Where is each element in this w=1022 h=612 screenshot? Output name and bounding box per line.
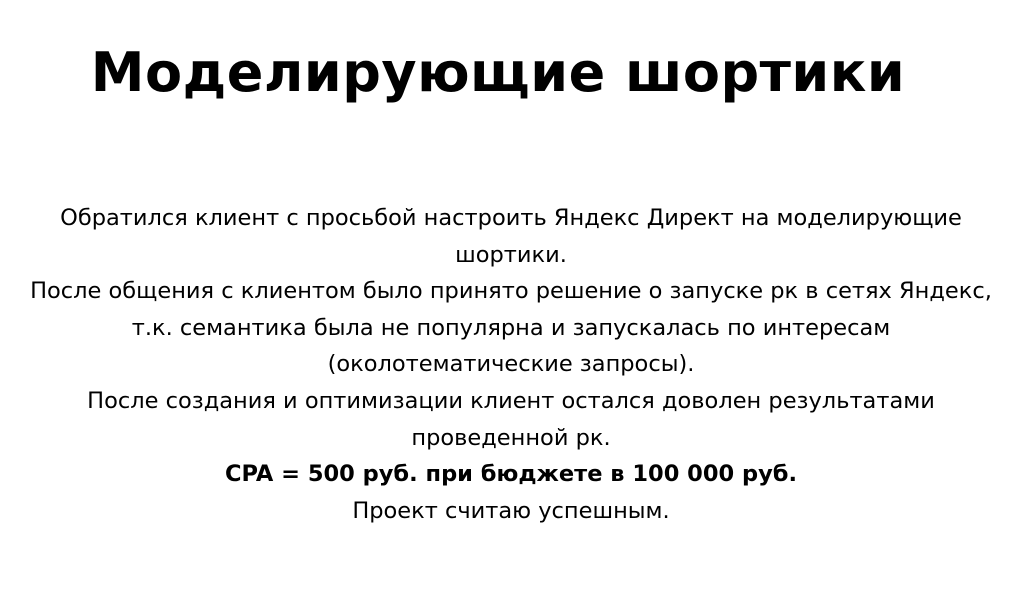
slide-title: Моделирующие шортики [90, 41, 906, 104]
paragraph-result: После создания и оптимизации клиент остался доволен результатами проведенной рк. [87, 387, 935, 451]
paragraph-request: Обратился клиент с просьбой настроить Яндекс Директ на моделирующие шортики. [60, 205, 962, 268]
paragraph-decision: После общения с клиентом было принято решение о запуске рк в сетях Яндекс, т.к. семантика была не популярна и запускалась по интересам (околотематические запросы). [30, 278, 992, 378]
paragraph-cpa: CPA = 500 руб. при бюджете в 100 000 руб. [224, 461, 798, 488]
paragraph-conclusion: Проект считаю успешным. [352, 497, 670, 524]
slide-body [20, 200, 1002, 529]
